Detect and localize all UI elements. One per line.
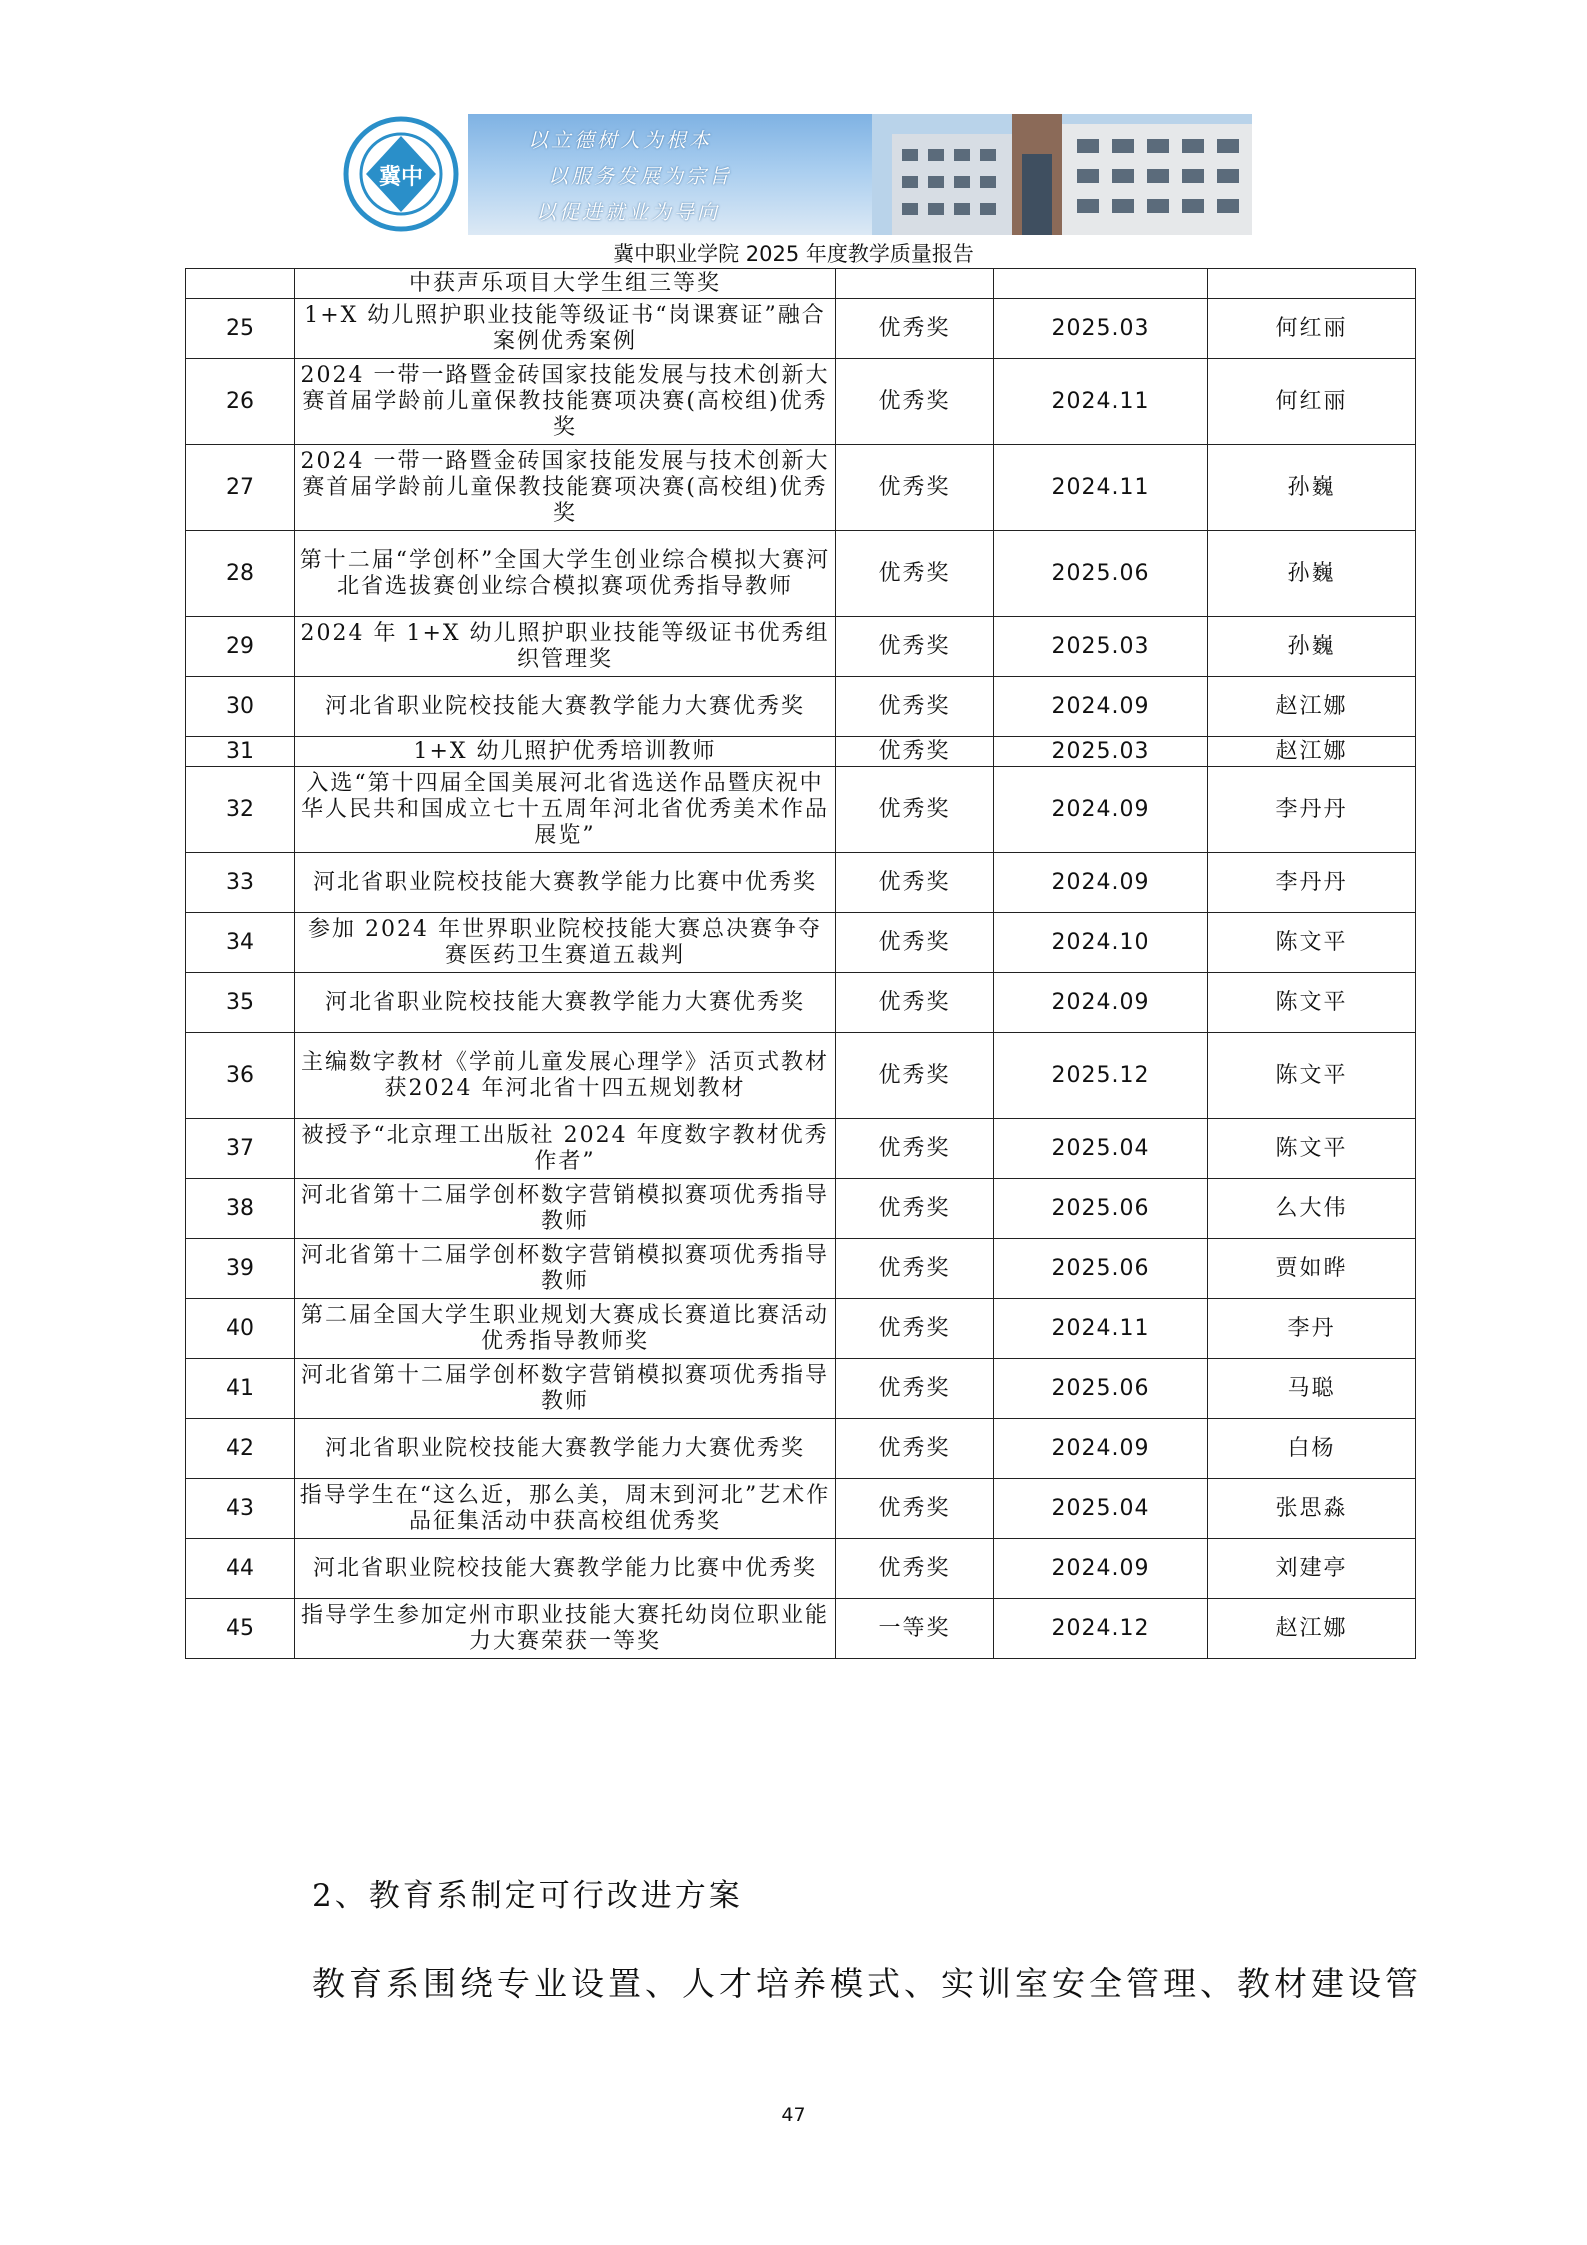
cell-award: 优秀奖 [836,531,994,617]
cell-num: 40 [186,1299,295,1359]
cell-date: 2024.09 [994,1419,1208,1479]
cell-num: 35 [186,973,295,1033]
cell-num: 32 [186,767,295,853]
cell-name: 白杨 [1208,1419,1416,1479]
cell-project: 中获声乐项目大学生组三等奖 [295,269,836,299]
slogan-banner [468,114,1252,235]
cell-award: 优秀奖 [836,1359,994,1419]
cell-num [186,269,295,299]
cell-award: 优秀奖 [836,853,994,913]
table-row [186,1033,1416,1119]
cell-date: 2024.11 [994,445,1208,531]
section-heading: 2、教育系制定可行改进方案 [312,1878,743,1914]
cell-award: 优秀奖 [836,1239,994,1299]
cell-name: 何红丽 [1208,299,1416,359]
cell-num: 34 [186,913,295,973]
cell-award: 优秀奖 [836,737,994,767]
cell-name: 李丹丹 [1208,853,1416,913]
cell-project: 河北省职业院校技能大赛教学能力比赛中优秀奖 [295,1539,836,1599]
cell-project: 主编数字教材《学前儿童发展心理学》活页式教材获2024 年河北省十四五规划教材 [295,1033,836,1119]
cell-project: 参加 2024 年世界职业院校技能大赛总决赛争夺赛医药卫生赛道五裁判 [295,913,836,973]
cell-project: 河北省职业院校技能大赛教学能力比赛中优秀奖 [295,853,836,913]
cell-num: 28 [186,531,295,617]
table-row [186,1539,1416,1599]
cell-date: 2024.09 [994,767,1208,853]
cell-project: 河北省职业院校技能大赛教学能力大赛优秀奖 [295,1419,836,1479]
cell-date: 2025.06 [994,1239,1208,1299]
cell-date: 2024.09 [994,973,1208,1033]
cell-num: 43 [186,1479,295,1539]
cell-date: 2024.09 [994,853,1208,913]
college-logo [340,114,462,235]
cell-project: 指导学生在“这么近，那么美，周末到河北”艺术作品征集活动中获高校组优秀奖 [295,1479,836,1539]
cell-award: 优秀奖 [836,1539,994,1599]
cell-num: 38 [186,1179,295,1239]
section-body-text: 教育系围绕专业设置、人才培养模式、实训室安全管理、教材建设管 [312,1964,1422,2003]
cell-award: 优秀奖 [836,677,994,737]
cell-name: 赵江娜 [1208,677,1416,737]
cell-date: 2024.10 [994,913,1208,973]
cell-award: 优秀奖 [836,299,994,359]
table-row [186,853,1416,913]
cell-date: 2025.03 [994,299,1208,359]
cell-award: 优秀奖 [836,1299,994,1359]
cell-award: 优秀奖 [836,1179,994,1239]
cell-date: 2025.03 [994,617,1208,677]
cell-award: 优秀奖 [836,617,994,677]
cell-award: 优秀奖 [836,1479,994,1539]
cell-project: 河北省第十二届学创杯数字营销模拟赛项优秀指导教师 [295,1359,836,1419]
cell-name: 何红丽 [1208,359,1416,445]
cell-award [836,269,994,299]
cell-num: 27 [186,445,295,531]
cell-num: 31 [186,737,295,767]
cell-project: 1+X 幼儿照护职业技能等级证书“岗课赛证”融合案例优秀案例 [295,299,836,359]
report-title: 冀中职业学院 2025 年度教学质量报告 [613,242,974,266]
cell-num: 41 [186,1359,295,1419]
table-row [186,445,1416,531]
table-row [186,1239,1416,1299]
cell-num: 26 [186,359,295,445]
cell-date: 2025.04 [994,1479,1208,1539]
table-row [186,737,1416,767]
table-row [186,1119,1416,1179]
cell-project: 河北省第十二届学创杯数字营销模拟赛项优秀指导教师 [295,1239,836,1299]
cell-project: 第二届全国大学生职业规划大赛成长赛道比赛活动优秀指导教师奖 [295,1299,836,1359]
cell-date: 2024.11 [994,359,1208,445]
slogan-2: 以服务发展为宗旨 [548,164,732,188]
cell-date [994,269,1208,299]
table-row [186,299,1416,359]
table-row [186,973,1416,1033]
cell-date: 2025.03 [994,737,1208,767]
table-row [186,531,1416,617]
cell-name: 张思淼 [1208,1479,1416,1539]
cell-num: 39 [186,1239,295,1299]
cell-project: 指导学生参加定州市职业技能大赛托幼岗位职业能力大赛荣获一等奖 [295,1599,836,1659]
cell-name: 陈文平 [1208,1033,1416,1119]
cell-project: 河北省职业院校技能大赛教学能力大赛优秀奖 [295,677,836,737]
cell-award: 优秀奖 [836,1419,994,1479]
table-row [186,1359,1416,1419]
cell-date: 2024.09 [994,677,1208,737]
cell-project: 河北省第十二届学创杯数字营销模拟赛项优秀指导教师 [295,1179,836,1239]
cell-name [1208,269,1416,299]
cell-award: 优秀奖 [836,1033,994,1119]
cell-project: 2024 一带一路暨金砖国家技能发展与技术创新大赛首届学龄前儿童保教技能赛项决赛(高校组)优秀奖 [295,445,836,531]
cell-name: 刘建亭 [1208,1539,1416,1599]
cell-project: 入选“第十四届全国美展河北省选送作品暨庆祝中华人民共和国成立七十五周年河北省优秀美术作品展览” [295,767,836,853]
cell-name: 孙巍 [1208,531,1416,617]
cell-project: 河北省职业院校技能大赛教学能力大赛优秀奖 [295,973,836,1033]
cell-date: 2025.04 [994,1119,1208,1179]
cell-project: 第十二届“学创杯”全国大学生创业综合模拟大赛河北省选拔赛创业综合模拟赛项优秀指导教师 [295,531,836,617]
cell-award: 优秀奖 [836,1119,994,1179]
awards-table [185,268,1416,1659]
cell-date: 2025.12 [994,1033,1208,1119]
table-row [186,1179,1416,1239]
cell-num: 45 [186,1599,295,1659]
cell-date: 2024.09 [994,1539,1208,1599]
cell-name: 孙巍 [1208,617,1416,677]
cell-name: 孙巍 [1208,445,1416,531]
table-row [186,767,1416,853]
cell-num: 29 [186,617,295,677]
cell-date: 2024.11 [994,1299,1208,1359]
cell-name: 么大伟 [1208,1179,1416,1239]
table-row [186,359,1416,445]
cell-num: 33 [186,853,295,913]
logo-text: 冀中 [378,165,424,190]
slogan-1: 以立德树人为根本 [528,128,712,152]
table-row [186,617,1416,677]
cell-name: 赵江娜 [1208,1599,1416,1659]
cell-name: 陈文平 [1208,913,1416,973]
cell-date: 2025.06 [994,531,1208,617]
cell-num: 44 [186,1539,295,1599]
cell-project: 2024 年 1+X 幼儿照护职业技能等级证书优秀组织管理奖 [295,617,836,677]
table-row [186,1599,1416,1659]
cell-name: 陈文平 [1208,973,1416,1033]
table-row [186,269,1416,299]
cell-award: 优秀奖 [836,445,994,531]
slogan-3: 以促进就业为导向 [536,200,720,224]
awards-table-body [186,269,1416,1659]
cell-name: 陈文平 [1208,1119,1416,1179]
cell-num: 25 [186,299,295,359]
cell-award: 优秀奖 [836,973,994,1033]
page-number: 47 [781,2104,806,2126]
cell-num: 36 [186,1033,295,1119]
cell-project: 被授予“北京理工出版社 2024 年度数字教材优秀作者” [295,1119,836,1179]
cell-name: 马聪 [1208,1359,1416,1419]
cell-project: 2024 一带一路暨金砖国家技能发展与技术创新大赛首届学龄前儿童保教技能赛项决赛(高校组)优秀奖 [295,359,836,445]
cell-num: 37 [186,1119,295,1179]
cell-date: 2025.06 [994,1359,1208,1419]
cell-name: 贾如晔 [1208,1239,1416,1299]
cell-name: 李丹 [1208,1299,1416,1359]
table-row [186,913,1416,973]
cell-award: 优秀奖 [836,359,994,445]
campus-building-image [872,114,1252,235]
cell-num: 30 [186,677,295,737]
table-row [186,1479,1416,1539]
table-row [186,677,1416,737]
cell-date: 2024.12 [994,1599,1208,1659]
cell-award: 优秀奖 [836,913,994,973]
cell-num: 42 [186,1419,295,1479]
cell-project: 1+X 幼儿照护优秀培训教师 [295,737,836,767]
cell-date: 2025.06 [994,1179,1208,1239]
cell-name: 李丹丹 [1208,767,1416,853]
cell-award: 优秀奖 [836,767,994,853]
cell-name: 赵江娜 [1208,737,1416,767]
table-row [186,1419,1416,1479]
table-row [186,1299,1416,1359]
cell-award: 一等奖 [836,1599,994,1659]
